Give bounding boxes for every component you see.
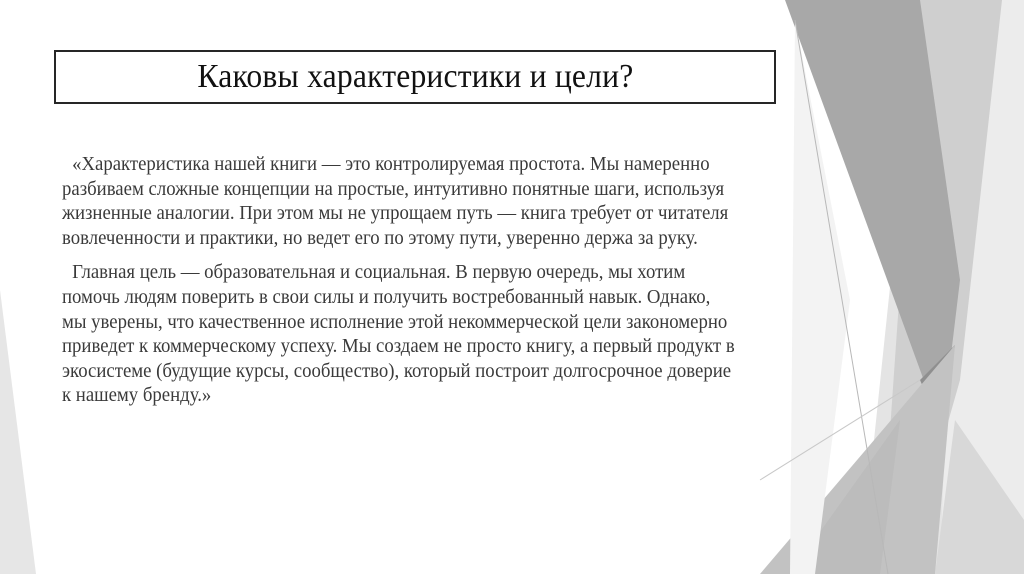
- text-line: «Характеристика нашей книги — это контролируемая простота. Мы намеренно: [72, 153, 710, 175]
- title-box: [54, 50, 776, 104]
- text-line: помочь людям поверить в свои силы и получить востребованный навык. Однако,: [62, 285, 711, 308]
- paragraph-goals: [62, 260, 776, 408]
- text-line: разбиваем сложные концепции на простые, интуитивно понятные шаги, используя: [62, 177, 725, 200]
- text-line: мы уверены, что качественное исполнение этой некоммерческой цели закономерно: [62, 310, 728, 333]
- text-line: экосистеме (будущие курсы, сообщество), который построит долгосрочное доверие: [62, 359, 732, 382]
- slide-title: Каковы характеристики и цели?: [196, 58, 634, 95]
- text-line: приведет к коммерческому успеху. Мы создаем не просто книгу, а первый продукт в: [62, 335, 735, 358]
- text-line: Главная цель — образовательная и социальная. В первую очередь, мы хотим: [72, 261, 686, 284]
- text-line: к нашему бренду.»: [62, 384, 212, 407]
- text-line: жизненные аналогии. При этом мы не упрощаем путь — книга требует от читателя: [62, 202, 729, 225]
- slide-body: [62, 152, 842, 418]
- left-facet-shape: [0, 290, 36, 574]
- paragraph-characteristics: [62, 152, 776, 250]
- text-line: вовлеченности и практики, но ведет его по этому пути, уверенно держа за руку.: [62, 226, 698, 249]
